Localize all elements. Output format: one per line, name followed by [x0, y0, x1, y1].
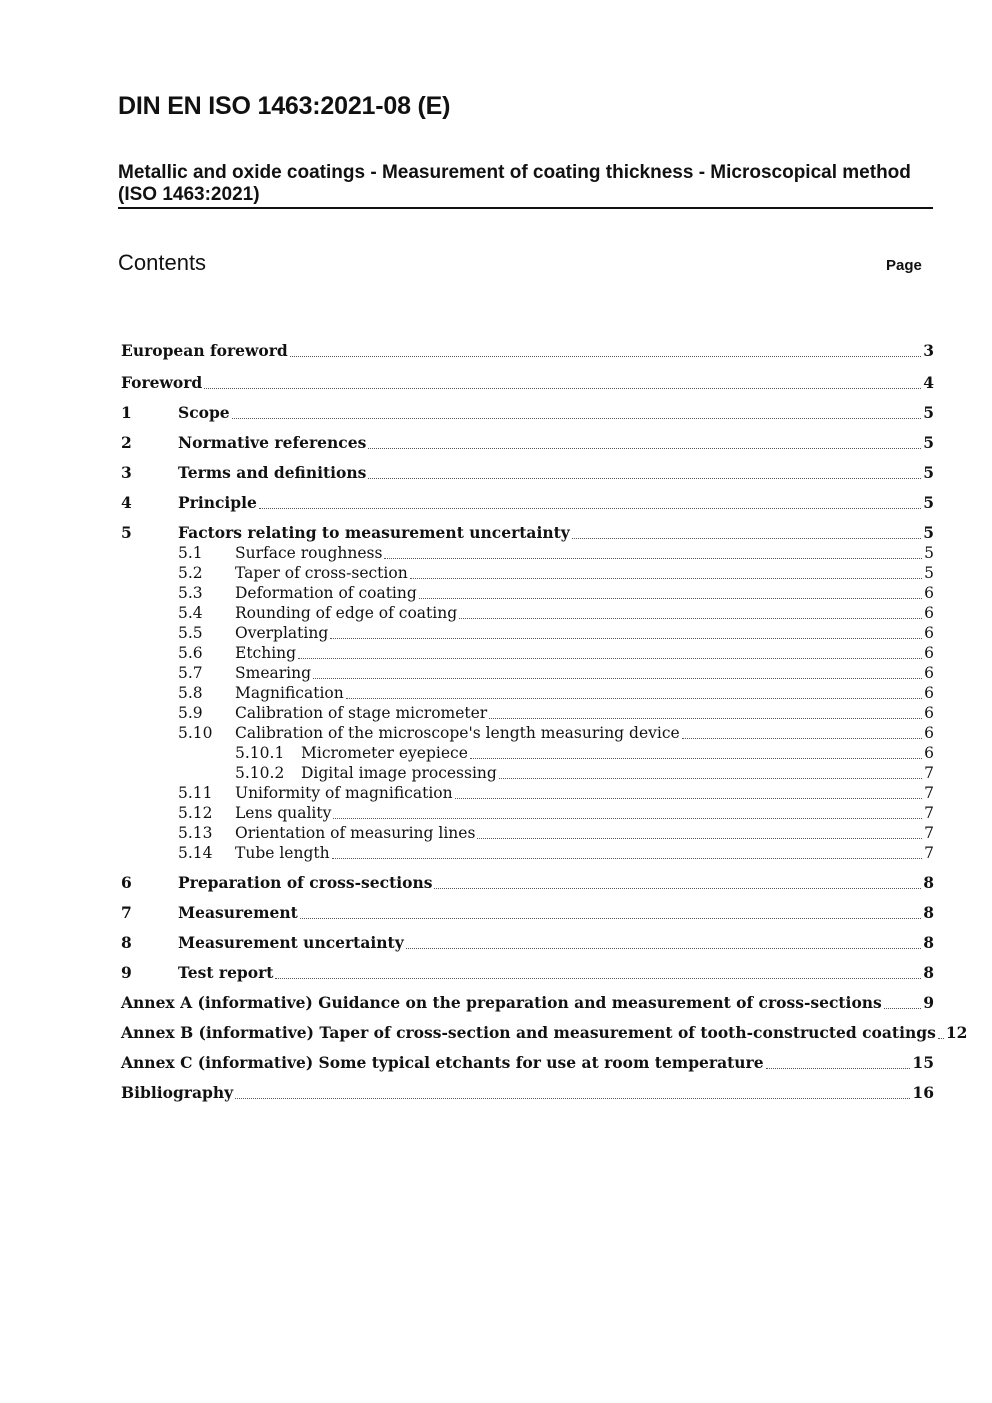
toc-entry[interactable] — [121, 373, 934, 393]
toc-leader-dots — [235, 1097, 910, 1099]
toc-leader-dots — [766, 1067, 911, 1069]
toc-entry-number: 5.10.2 — [235, 764, 285, 782]
toc-entry[interactable] — [121, 903, 934, 923]
toc-entry-number: 5.9 — [178, 704, 203, 722]
toc-leader-dots — [455, 797, 923, 799]
toc-entry-title: Tube length — [235, 844, 330, 862]
toc-entry-page: 5 — [924, 564, 934, 582]
toc-leader-dots — [330, 637, 922, 639]
toc-entry-title: Factors relating to measurement uncertainty — [178, 523, 570, 542]
toc-entry-title: Calibration of stage micrometer — [235, 704, 488, 722]
toc-entry-title: Lens quality — [235, 804, 332, 822]
toc-entry-number: 5.4 — [178, 604, 203, 622]
toc-entry[interactable] — [121, 993, 934, 1013]
toc-leader-dots — [275, 977, 921, 979]
toc-entry-number: 5 — [121, 523, 132, 542]
document-title: DIN EN ISO 1463:2021-08 (E) — [118, 92, 451, 120]
toc-entry-title: Rounding of edge of coating — [235, 604, 458, 622]
toc-entry-number: 5.8 — [178, 684, 203, 702]
toc-leader-dots — [332, 857, 923, 859]
toc-leader-dots — [682, 737, 922, 739]
toc-entry-number: 5.7 — [178, 664, 203, 682]
toc-entry-title: Digital image processing — [301, 764, 497, 782]
toc-entry-page: 3 — [923, 341, 934, 360]
toc-leader-dots — [333, 817, 922, 819]
toc-entry[interactable] — [235, 743, 934, 763]
toc-entry-page: 6 — [924, 644, 934, 662]
toc-leader-dots — [368, 447, 921, 449]
toc-entry-page: 8 — [923, 903, 934, 922]
toc-entry[interactable] — [121, 403, 934, 423]
toc-entry[interactable] — [178, 603, 934, 623]
toc-entry[interactable] — [121, 1083, 934, 1103]
toc-entry-title: Smearing — [235, 664, 312, 682]
toc-leader-dots — [368, 477, 921, 479]
toc-entry-page: 5 — [923, 523, 934, 542]
toc-entry-page: 6 — [924, 584, 934, 602]
toc-entry[interactable] — [235, 763, 934, 783]
toc-entry-page: 6 — [924, 664, 934, 682]
toc-entry[interactable] — [121, 433, 934, 453]
toc-entry-title: Etching — [235, 644, 297, 662]
toc-entry-title: Annex A (informative) Guidance on the preparation and measurement of cross-sections — [121, 993, 882, 1012]
toc-entry-page: 4 — [923, 373, 934, 392]
toc-entry[interactable] — [178, 703, 934, 723]
toc-leader-dots — [298, 657, 922, 659]
toc-entry-number: 5.11 — [178, 784, 213, 802]
toc-entry-title: European foreword — [121, 341, 288, 360]
toc-entry-number: 5.10.1 — [235, 744, 285, 762]
toc-entry-number: 9 — [121, 963, 132, 982]
toc-entry-number: 1 — [121, 403, 132, 422]
toc-entry[interactable] — [121, 1053, 934, 1073]
toc-entry[interactable] — [178, 783, 934, 803]
toc-leader-dots — [489, 717, 922, 719]
toc-entry-number: 5.13 — [178, 824, 213, 842]
toc-entry-number: 5.10 — [178, 724, 213, 742]
toc-entry-title: Deformation of coating — [235, 584, 417, 602]
toc-entry-number: 3 — [121, 463, 132, 482]
toc-entry-title: Scope — [178, 403, 230, 422]
toc-entry-number: 2 — [121, 433, 132, 452]
toc-entry[interactable] — [121, 341, 934, 361]
toc-entry-page: 6 — [924, 704, 934, 722]
toc-entry-title: Annex C (informative) Some typical etchants for use at room temperature — [121, 1053, 764, 1072]
toc-entry-number: 5.12 — [178, 804, 213, 822]
toc-entry-title: Test report — [178, 963, 274, 982]
toc-entry-page: 6 — [924, 604, 934, 622]
toc-entry-page: 7 — [924, 764, 934, 782]
toc-leader-dots — [313, 677, 922, 679]
contents-heading: Contents — [118, 250, 207, 275]
toc-entry-page: 8 — [923, 933, 934, 952]
toc-leader-dots — [346, 697, 922, 699]
toc-entry-number: 8 — [121, 933, 132, 952]
toc-entry[interactable] — [178, 843, 934, 863]
toc-entry-page: 5 — [924, 544, 934, 562]
toc-entry[interactable] — [178, 563, 934, 583]
toc-entry-page: 7 — [924, 824, 934, 842]
toc-entry-title: Uniformity of magnification — [235, 784, 453, 802]
toc-entry-page: 7 — [924, 844, 934, 862]
toc-entry[interactable] — [178, 543, 934, 563]
toc-entry-number: 7 — [121, 903, 132, 922]
toc-entry-page: 9 — [923, 993, 934, 1012]
toc-entry-number: 4 — [121, 493, 132, 512]
toc-entry-page: 8 — [923, 873, 934, 892]
toc-leader-dots — [470, 757, 922, 759]
toc-entry[interactable] — [178, 643, 934, 663]
toc-entry[interactable] — [178, 683, 934, 703]
toc-entry[interactable] — [121, 963, 934, 983]
toc-leader-dots — [434, 887, 921, 889]
toc-entry[interactable] — [121, 1023, 968, 1043]
toc-leader-dots — [477, 837, 922, 839]
toc-leader-dots — [572, 537, 921, 539]
toc-entry-page: 16 — [912, 1083, 934, 1102]
toc-entry-title: Principle — [178, 493, 257, 512]
toc-entry-page: 6 — [924, 744, 934, 762]
toc-entry-page: 5 — [923, 403, 934, 422]
toc-leader-dots — [290, 355, 921, 357]
toc-entry-page: 5 — [923, 493, 934, 512]
document-subtitle: Metallic and oxide coatings - Measurement of coating thickness - Microscopical method (ISO 1463:2021) — [118, 162, 933, 209]
toc-leader-dots — [384, 557, 922, 559]
toc-entry-page: 6 — [924, 624, 934, 642]
toc-leader-dots — [938, 1037, 944, 1039]
toc-entry-title: Magnification — [235, 684, 344, 702]
toc-entry[interactable] — [121, 523, 934, 543]
toc-entry[interactable] — [178, 823, 934, 843]
toc-entry-title: Foreword — [121, 373, 203, 392]
toc-entry-page: 6 — [924, 724, 934, 742]
toc-leader-dots — [884, 1007, 921, 1009]
toc-entry-number: 6 — [121, 873, 132, 892]
toc-leader-dots — [459, 617, 922, 619]
toc-entry-page: 5 — [923, 463, 934, 482]
toc-entry[interactable] — [178, 723, 934, 743]
toc-entry-page: 7 — [924, 784, 934, 802]
toc-leader-dots — [232, 417, 922, 419]
toc-entry-title: Measurement uncertainty — [178, 933, 404, 952]
toc-entry-title: Terms and definitions — [178, 463, 367, 482]
toc-entry[interactable] — [121, 493, 934, 513]
toc-entry-page: 6 — [924, 684, 934, 702]
toc-entry[interactable] — [121, 933, 934, 953]
toc-entry-title: Micrometer eyepiece — [301, 744, 468, 762]
toc-entry-title: Overplating — [235, 624, 329, 642]
toc-entry-title: Preparation of cross-sections — [178, 873, 433, 892]
toc-entry[interactable] — [121, 873, 934, 893]
toc-entry[interactable] — [121, 463, 934, 483]
toc-entry-title: Surface roughness — [235, 544, 383, 562]
toc-entry-number: 5.5 — [178, 624, 203, 642]
toc-entry-title: Bibliography — [121, 1083, 234, 1102]
toc-entry-title: Normative references — [178, 433, 367, 452]
toc-entry-number: 5.6 — [178, 644, 203, 662]
toc-leader-dots — [410, 577, 922, 579]
toc-entry[interactable] — [178, 663, 934, 683]
page-column-heading: Page — [886, 257, 922, 274]
toc-leader-dots — [499, 777, 922, 779]
toc-entry[interactable] — [178, 623, 934, 643]
toc-entry[interactable] — [178, 583, 934, 603]
toc-entry-page: 5 — [923, 433, 934, 452]
toc-leader-dots — [204, 387, 921, 389]
toc-entry-title: Annex B (informative) Taper of cross-section and measurement of tooth-constructed coatings — [121, 1023, 936, 1042]
toc-entry-title: Calibration of the microscope's length measuring device — [235, 724, 680, 742]
toc-entry-title: Measurement — [178, 903, 298, 922]
toc-leader-dots — [300, 917, 921, 919]
toc-entry-title: Taper of cross-section — [235, 564, 408, 582]
toc-entry-number: 5.14 — [178, 844, 213, 862]
toc-entry-page: 7 — [924, 804, 934, 822]
toc-entry-title: Orientation of measuring lines — [235, 824, 476, 842]
toc-entry-number: 5.3 — [178, 584, 203, 602]
toc-entry-page: 15 — [912, 1053, 934, 1072]
toc-leader-dots — [259, 507, 921, 509]
toc-entry-number: 5.1 — [178, 544, 203, 562]
toc-entry[interactable] — [178, 803, 934, 823]
toc-entry-page: 12 — [945, 1023, 968, 1042]
toc-entry-number: 5.2 — [178, 564, 203, 582]
toc-entry-page: 8 — [923, 963, 934, 982]
toc-leader-dots — [406, 947, 921, 949]
toc-leader-dots — [419, 597, 922, 599]
